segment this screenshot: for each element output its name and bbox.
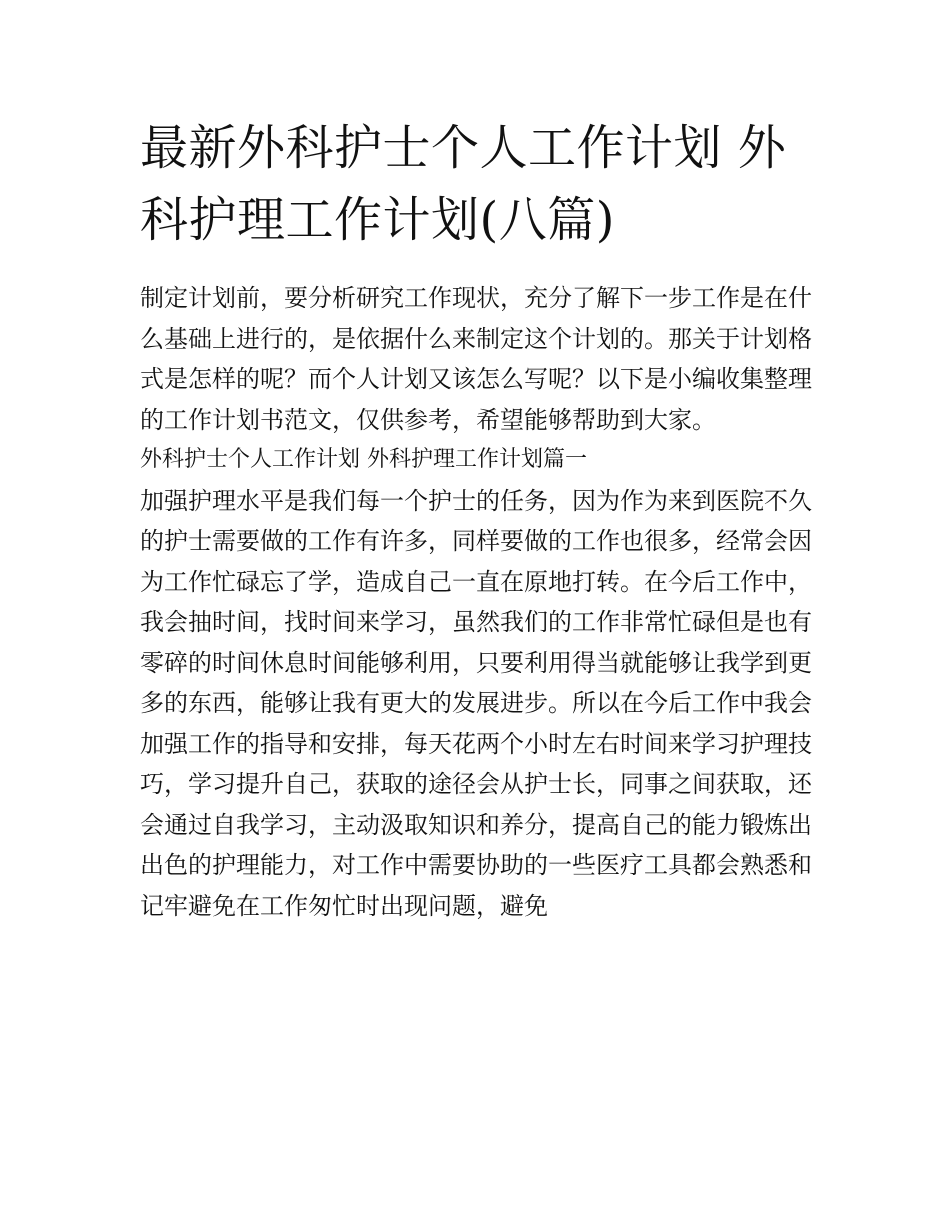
intro-paragraph: 制定计划前，要分析研究工作现状，充分了解下一步工作是在什么基础上进行的，是依据什么来制定这个计划的。那关于计划格式是怎样的呢？而个人计划又该怎么写呢？以下是小编收集整理的工作计划书范文，仅供参考，希望能够帮助到大家。 xyxy=(140,284,812,434)
section-heading: 外科护士个人工作计划 外科护理工作计划篇一 xyxy=(140,447,587,472)
section-paragraph: 加强护理水平是我们每一个护士的任务，因为作为来到医院不久的护士需要做的工作有许多，同样要做的工作也很多，经常会因为工作忙碌忘了学，造成自己一直在原地打转。在今后工作中，我会抽时间，找时间来学习，虽然我们的工作非常忙碌但是也有零碎的时间休息时间能够利用，只要利用得当就能够让我学到更多的东西，能够让我有更大的发展进步。所以在今后工作中我会加强工作的指导和安排，每天花两个小时左右时间来学习护理技巧，学习提升自己，获取的途径会从护士长，同事之间获取，还会通过自我学习，主动汲取知识和养分，提高自己的能力锻炼出出色的护理能力，对工作中需要协助的一些医疗工具都会熟悉和记牢避免在工作匆忙时出现问题，避免 xyxy=(140,486,812,920)
document-title: 最新外科护士个人工作计划 外科护理工作计划(八篇) xyxy=(140,120,787,248)
document-page xyxy=(140,112,812,926)
